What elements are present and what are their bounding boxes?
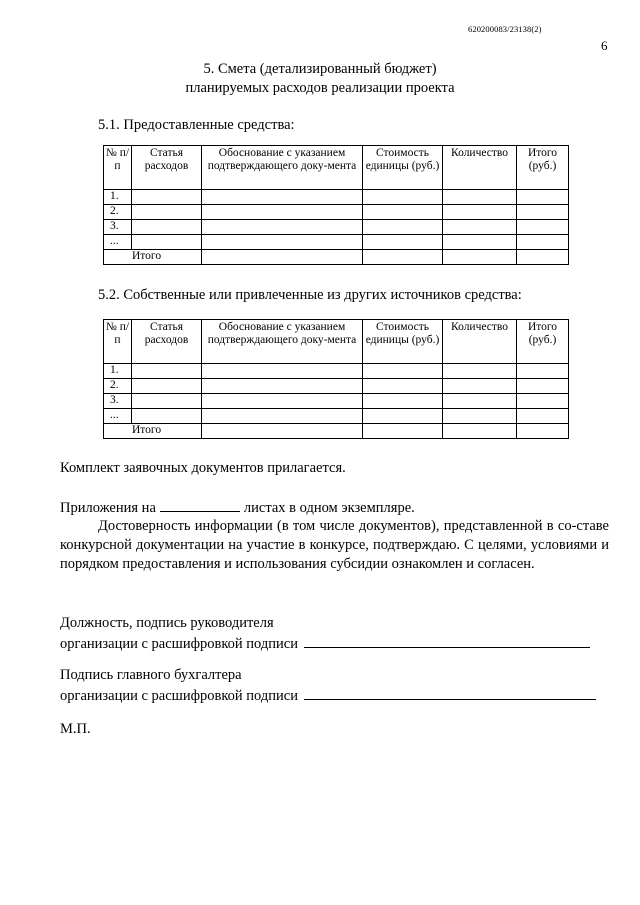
cell-empty[interactable] [132,379,202,394]
row-number: 2. [104,379,132,394]
cell-empty[interactable] [202,250,363,265]
row-number: ... [104,409,132,424]
table-total-row [104,250,569,265]
cell-empty[interactable] [132,205,202,220]
cell-empty[interactable] [363,394,443,409]
total-label: Итого [104,424,202,439]
document-code: 620200083/23138(2) [468,24,542,34]
page-number: 6 [601,38,608,53]
col-justification: Обоснование с указанием подтверждающего доку-мента [202,320,363,364]
title-line-1: 5. Смета (детализированный бюджет) [203,61,437,77]
accountant-signature-label-1: Подпись главного бухгалтера [60,667,242,683]
col-total: Итого (руб.) [517,146,569,190]
cell-empty[interactable] [202,424,363,439]
cell-empty[interactable] [443,190,517,205]
cell-empty[interactable] [363,205,443,220]
col-unit-cost: Стоимость единицы (руб.) [363,146,443,190]
cell-empty[interactable] [443,235,517,250]
cell-empty[interactable] [202,205,363,220]
cell-empty[interactable] [132,235,202,250]
cell-empty[interactable] [517,190,569,205]
cell-empty[interactable] [517,205,569,220]
table-row [104,220,569,235]
table-row [104,190,569,205]
col-quantity: Количество [443,320,517,364]
cell-empty[interactable] [202,235,363,250]
row-number: 1. [104,190,132,205]
cell-empty[interactable] [443,364,517,379]
col-justification: Обоснование с указанием подтверждающего доку-мента [202,146,363,190]
col-expense-item: Статья расходов [132,320,202,364]
table-total-row [104,424,569,439]
page-title [0,60,640,98]
col-number: № п/п [104,320,132,364]
cell-empty[interactable] [443,205,517,220]
table-header-row [104,146,569,190]
cell-empty[interactable] [202,379,363,394]
col-unit-cost: Стоимость единицы (руб.) [363,320,443,364]
kit-statement: Комплект заявочных документов прилагается. [60,460,346,476]
cell-empty[interactable] [363,190,443,205]
total-label: Итого [104,250,202,265]
table-row [104,205,569,220]
cell-empty[interactable] [202,409,363,424]
col-total: Итого (руб.) [517,320,569,364]
row-number: 1. [104,364,132,379]
head-signature-block [60,614,590,654]
stamp-place-label: М.П. [60,721,91,737]
cell-empty[interactable] [202,364,363,379]
row-number: ... [104,235,132,250]
cell-empty[interactable] [517,220,569,235]
cell-empty[interactable] [443,394,517,409]
cell-empty[interactable] [363,424,443,439]
row-number: 3. [104,220,132,235]
reliability-text: Достоверность информации (в том числе документов), представленной в со-ставе конкурсной документации на участие в конкурсе, подтверждаю. С целями, условиями и порядком предоставления и использования субсидии ознакомлен и согласен. [60,518,609,572]
cell-empty[interactable] [363,220,443,235]
provided-funds-table [103,145,569,265]
col-expense-item: Статья расходов [132,146,202,190]
cell-empty[interactable] [443,250,517,265]
cell-empty[interactable] [202,190,363,205]
title-line-2: планируемых расходов реализации проекта [185,80,455,96]
cell-empty[interactable] [132,394,202,409]
cell-empty[interactable] [363,364,443,379]
reliability-statement [60,517,609,574]
cell-empty[interactable] [517,394,569,409]
col-quantity: Количество [443,146,517,190]
cell-empty[interactable] [363,250,443,265]
cell-empty[interactable] [443,379,517,394]
cell-empty[interactable] [517,424,569,439]
head-signature-line[interactable] [304,633,590,648]
cell-empty[interactable] [132,364,202,379]
cell-empty[interactable] [517,409,569,424]
table-header-row [104,320,569,364]
cell-empty[interactable] [363,235,443,250]
section-2-heading: 5.2. Собственные или привлеченные из других источников средства: [98,287,522,303]
cell-empty[interactable] [202,220,363,235]
row-number: 2. [104,205,132,220]
appendix-prefix: Приложения на [60,500,156,516]
accountant-signature-label-2: организации с расшифровкой подписи [60,688,298,704]
cell-empty[interactable] [517,379,569,394]
cell-empty[interactable] [517,364,569,379]
cell-empty[interactable] [132,190,202,205]
row-number: 3. [104,394,132,409]
table-row [104,364,569,379]
cell-empty[interactable] [443,409,517,424]
appendix-statement [60,497,415,518]
table-row [104,409,569,424]
cell-empty[interactable] [202,394,363,409]
cell-empty[interactable] [363,379,443,394]
sheet-count-blank[interactable] [160,497,240,512]
accountant-signature-block [60,666,596,706]
head-signature-label-1: Должность, подпись руководителя [60,615,274,631]
section-1-heading: 5.1. Предоставленные средства: [98,117,295,133]
table-row [104,235,569,250]
own-funds-table [103,319,569,439]
cell-empty[interactable] [443,424,517,439]
head-signature-label-2: организации с расшифровкой подписи [60,636,298,652]
cell-empty[interactable] [443,220,517,235]
cell-empty[interactable] [132,409,202,424]
cell-empty[interactable] [132,220,202,235]
cell-empty[interactable] [517,235,569,250]
cell-empty[interactable] [517,250,569,265]
accountant-signature-line[interactable] [304,685,596,700]
table-row [104,379,569,394]
col-number: № п/п [104,146,132,190]
table-row [104,394,569,409]
appendix-suffix: листах в одном экземпляре. [243,500,415,516]
cell-empty[interactable] [363,409,443,424]
